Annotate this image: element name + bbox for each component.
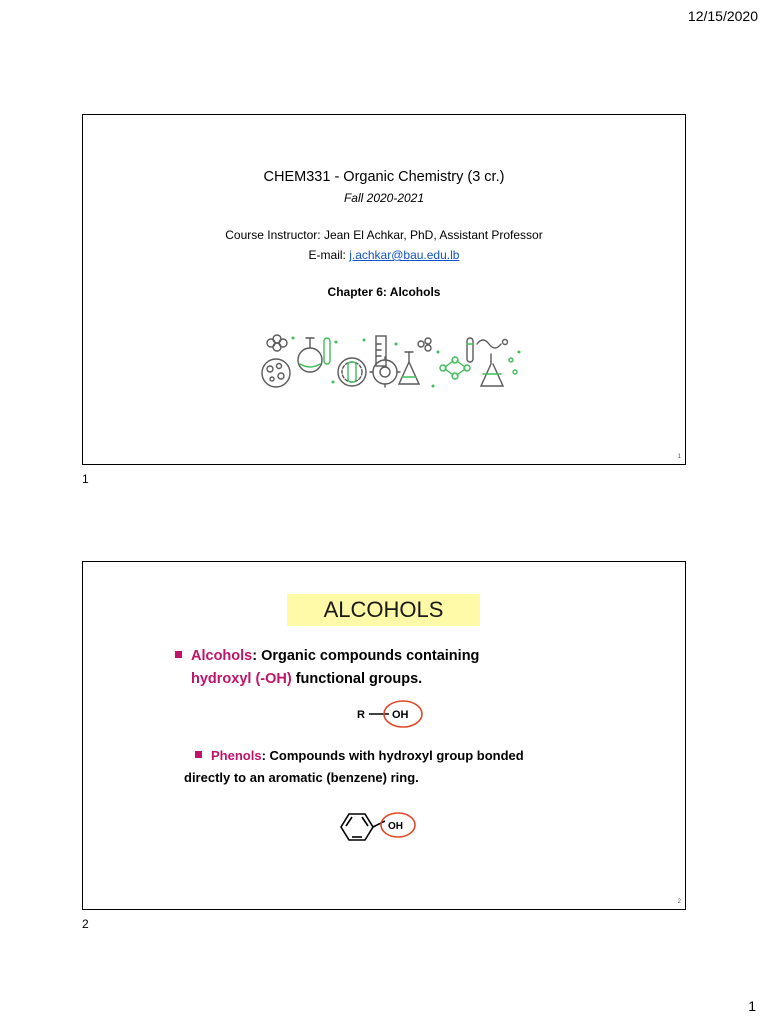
- test-tube-right-icon: [467, 338, 473, 362]
- slide-number: 2: [677, 899, 681, 905]
- email-label: E-mail:: [308, 248, 350, 262]
- document-date: 12/15/2020: [687, 8, 758, 24]
- course-instructor: Course Instructor: Jean El Achkar, PhD, Assistant Professor: [225, 228, 543, 242]
- chemistry-banner-illustration: [233, 330, 533, 398]
- bullet-square-icon: [195, 751, 202, 758]
- conical-flask-icon: [399, 352, 419, 384]
- course-term: Fall 2020-2021: [343, 191, 425, 205]
- gear-tube-icon: [338, 358, 366, 386]
- phenol-structure: [333, 807, 433, 847]
- lattice-flask-icon: [481, 354, 517, 386]
- round-flask-icon: [298, 338, 322, 372]
- term-alcohols: Alcohols: [191, 648, 253, 664]
- r-group-label: R: [357, 709, 365, 721]
- molecule-cluster-icon: [267, 335, 287, 351]
- test-tube-icon: [324, 338, 330, 364]
- phenol-oh-label: OH: [388, 821, 403, 832]
- page-number: 1: [748, 998, 756, 1014]
- small-molecule-icon: [418, 338, 431, 351]
- chain-icon: [477, 340, 508, 349]
- phenols-definition: : Compounds with hydroxyl group bonded: [261, 748, 524, 763]
- network-molecule-icon: [440, 357, 470, 379]
- email-link[interactable]: j.achkar@bau.edu.lb: [349, 248, 460, 262]
- slide-2: [82, 561, 686, 910]
- term-hydroxyl: hydroxyl (-OH): [191, 671, 292, 687]
- bullet-phenols: [184, 745, 524, 789]
- slide-1-label: 1: [82, 472, 89, 486]
- decorative-dots: [292, 337, 521, 388]
- chapter-title: Chapter 6: Alcohols: [327, 285, 441, 299]
- bullet-square-icon: [175, 651, 182, 658]
- oh-group-label: OH: [392, 709, 409, 721]
- slide-1: [82, 114, 686, 465]
- phenol-bond-line: [373, 821, 385, 827]
- instructor-email: [83, 248, 685, 262]
- term-phenols: Phenols: [211, 748, 262, 763]
- petri-dish-icon: [262, 359, 290, 387]
- graduated-cylinder-icon: [376, 336, 386, 366]
- slide-2-label: 2: [82, 917, 89, 931]
- alcohols-definition: : Organic compounds containing: [252, 648, 480, 664]
- alcohols-definition-cont: functional groups.: [291, 671, 423, 687]
- phenols-definition-cont: directly to an aromatic (benzene) ring.: [184, 770, 419, 785]
- slide-number: 1: [677, 454, 681, 460]
- course-title: CHEM331 - Organic Chemistry (3 cr.): [263, 169, 505, 185]
- slide-title: ALCOHOLS: [287, 594, 480, 626]
- bullet-alcohols: [175, 645, 479, 691]
- gear-icon: [370, 357, 400, 387]
- roh-structure: [355, 697, 435, 729]
- benzene-ring: [341, 814, 373, 840]
